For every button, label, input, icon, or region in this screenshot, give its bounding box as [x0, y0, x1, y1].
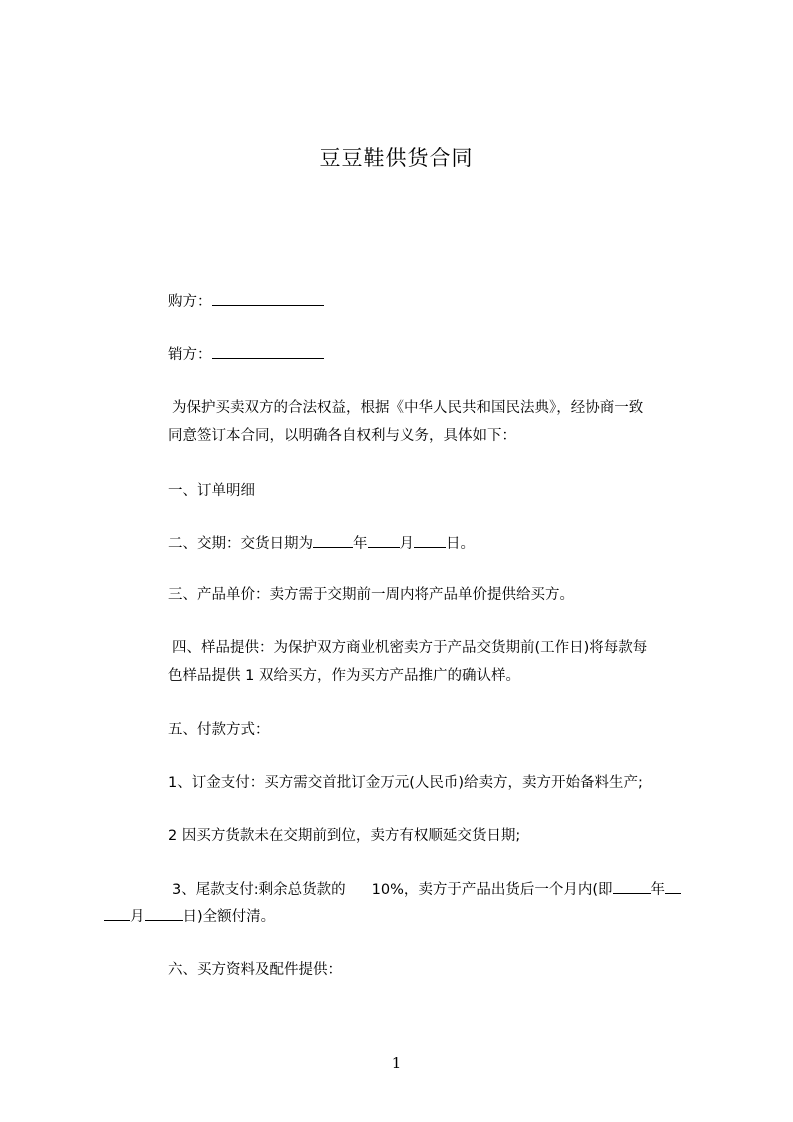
section-5-heading: 五、付款方式： [168, 722, 270, 738]
section-2-day: 日。 [446, 536, 475, 552]
section-4-line-2: 色样品提供 1 双给买方，作为买方产品推广的确认样。 [168, 668, 520, 684]
delivery-year-blank [313, 533, 353, 548]
seller-line [168, 344, 324, 365]
page-number: 1 [391, 1054, 402, 1072]
intro-line-2: 同意签订本合同，以明确各自权利与义务，具体如下： [168, 428, 516, 444]
document-title: 豆豆鞋供货合同 [319, 146, 474, 170]
payment-3-month: 月 [130, 909, 145, 925]
buyer-label: 购方： [168, 294, 212, 310]
section-4-line-1: 四、样品提供：为保护双方商业机密卖方于产品交货期前(工作日)将每款每 [172, 640, 648, 656]
section-6-heading: 六、买方资料及配件提供： [168, 962, 342, 978]
payment-day-blank [145, 906, 183, 921]
section-1-heading: 一、订单明细 [168, 483, 255, 499]
payment-month-blank [104, 906, 130, 921]
payment-item-3-line-2 [104, 906, 275, 927]
payment-3-percent: 10%，卖方于产品出货后一个月内(即 [371, 882, 613, 898]
payment-3-prefix: 3、尾款支付:剩余总货款的 [172, 882, 346, 898]
payment-year-blank [613, 879, 651, 894]
section-2-month: 月 [399, 536, 414, 552]
payment-3-day: 日)全额付清。 [182, 909, 276, 925]
section-2-delivery [168, 533, 475, 554]
payment-item-2: 2 因买方货款未在交期前到位，卖方有权顺延交货日期; [168, 828, 521, 844]
buyer-blank [212, 291, 324, 306]
buyer-line [168, 291, 324, 312]
payment-item-1: 1、订金支付：买方需交首批订金万元(人民币)给卖方，卖方开始备料生产; [168, 775, 643, 791]
intro-line-1: 为保护买卖双方的合法权益，根据《中华人民共和国民法典》，经协商一致 [172, 400, 644, 416]
payment-3-year: 年 [650, 882, 666, 898]
delivery-month-blank [368, 533, 400, 548]
delivery-day-blank [414, 533, 446, 548]
payment-year-trailing-blank [665, 879, 681, 894]
seller-blank [212, 344, 324, 359]
section-2-year: 年 [353, 536, 368, 552]
section-2-prefix: 二、交期：交货日期为 [168, 536, 313, 552]
payment-item-3-line-1 [172, 879, 681, 900]
seller-label: 销方： [168, 347, 212, 363]
section-3-unit-price: 三、产品单价：卖方需于交期前一周内将产品单价提供给买方。 [168, 587, 574, 603]
